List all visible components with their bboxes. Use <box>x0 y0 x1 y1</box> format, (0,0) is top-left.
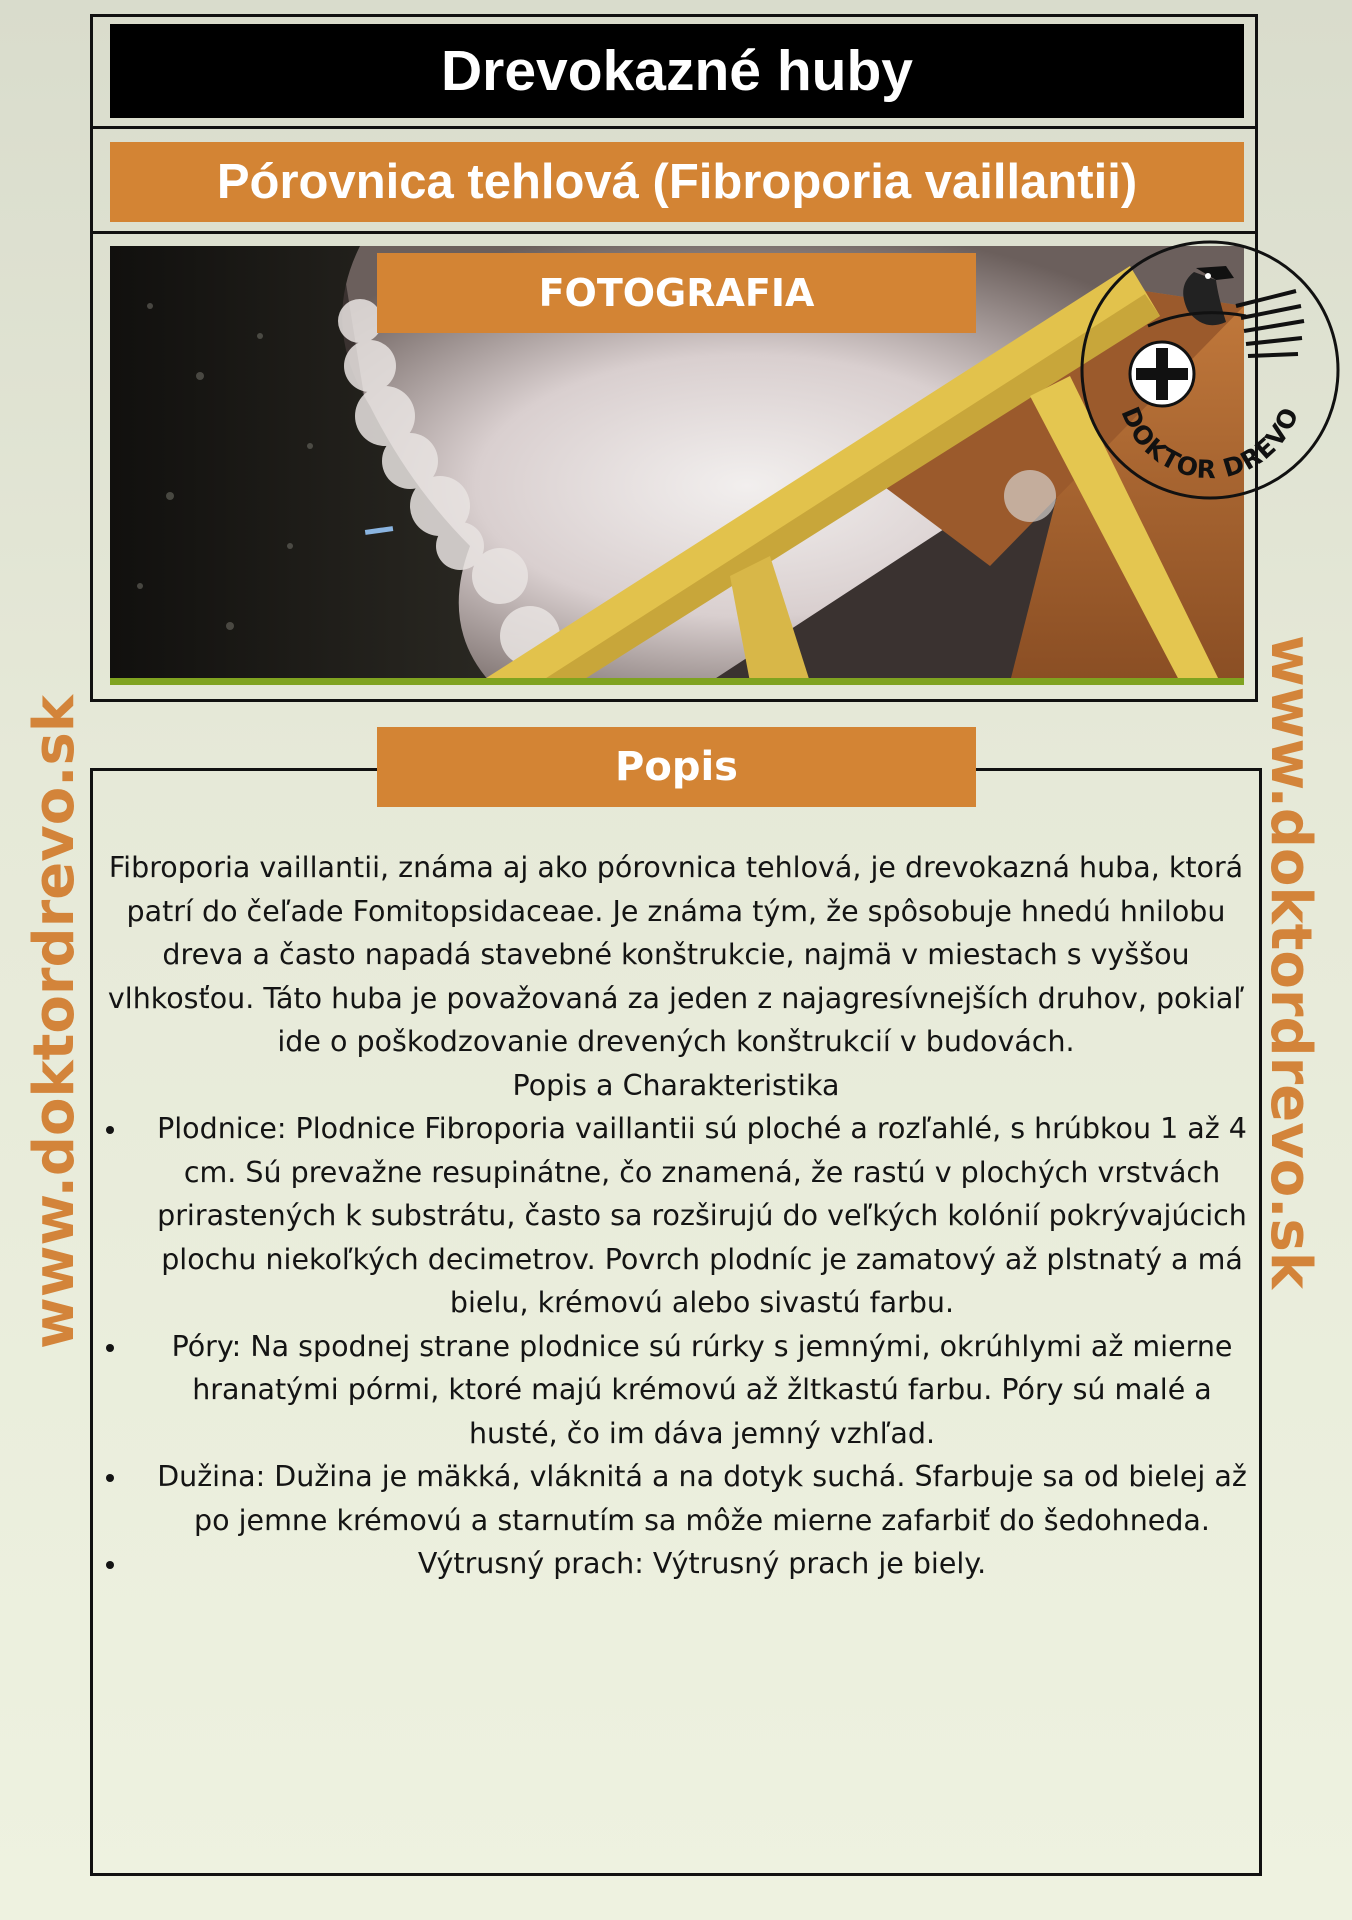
list-item: Dužina: Dužina je mäkká, vláknitá a na dotyk suchá. Sfarbuje sa od bielej až po jemne krémovú a starnutím sa môže mierne zafarbiť do šedohneda. <box>94 1455 1258 1542</box>
list-item: Póry: Na spodnej strane plodnice sú rúrky s jemnými, okrúhlymi až mierne hranatými pórmi, ktoré majú krémovú až žltkastú farbu. Póry sú malé a husté, čo im dáva jemný vzhľad. <box>94 1325 1258 1456</box>
title-separator <box>90 126 1258 129</box>
list-item: Výtrusný prach: Výtrusný prach je biely. <box>94 1542 1258 1586</box>
characteristics-list <box>94 1107 1258 1586</box>
description-body <box>94 846 1258 1586</box>
website-side-right: www.doktordrevo.sk <box>1258 634 1323 1290</box>
description-label: Popis <box>377 727 976 807</box>
description-intro: Fibroporia vaillantii, známa aj ako pórovnica tehlová, je drevokazná huba, ktorá patrí do čeľade Fomitopsidaceae. Je známa tým, že spôsobuje hnedú hnilobu dreva a často napadá stavebné konštrukcie, najmä v miestach s vyššou vlhkosťou. Táto huba je považovaná za jeden z najagresívnejších druhov, pokiaľ ide o poškodzovanie drevených konštrukcií v budovách. <box>107 851 1245 1058</box>
description-heading: Popis a Charakteristika <box>512 1068 840 1102</box>
subtitle-separator <box>90 231 1258 234</box>
svg-text:DOKTOR DREVO <box>1115 403 1304 485</box>
woodpecker-cross-icon <box>1130 266 1304 406</box>
species-title: Pórovnica tehlová (Fibroporia vaillantii) <box>110 142 1244 222</box>
list-item: Plodnice: Plodnice Fibroporia vaillantii sú ploché a rozľahlé, s hrúbkou 1 až 4 cm. Sú prevažne resupinátne, čo znamená, že rastú v plochých vrstvách prirastených k substrátu, často sa rozširujú do veľkých kolónií pokrývajúcich plochu niekoľkých decimetrov. Povrch plodníc je zamatový až plstnatý a má bielu, krémovú alebo sivastú farbu. <box>94 1107 1258 1325</box>
logo-text: DOKTOR DREVO <box>1115 402 1305 485</box>
photo-section-label: FOTOGRAFIA <box>377 253 976 333</box>
doktor-drevo-logo <box>1076 236 1344 504</box>
website-side-left: www.doktordrevo.sk <box>22 694 87 1350</box>
photo-underline <box>110 678 1244 685</box>
page-title: Drevokazné huby <box>110 24 1244 118</box>
